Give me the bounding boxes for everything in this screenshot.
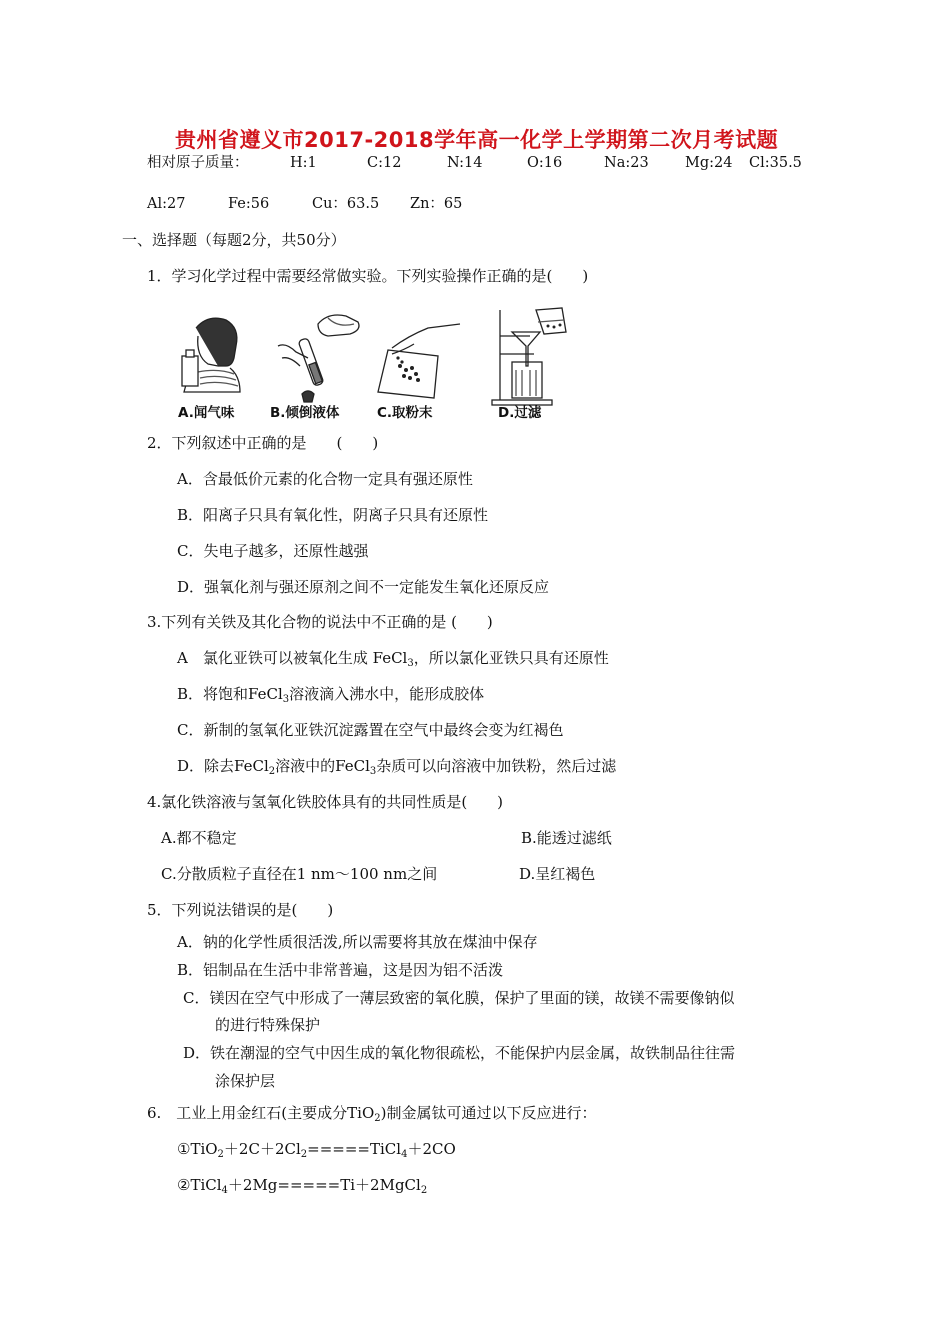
mass-n: N:14 [447, 155, 483, 171]
figure-caption-b: B.倾倒液体 [270, 405, 340, 421]
reaction-2: ②TiCl$_4$＋2Mg=====Ti＋2MgCl$_2$ [177, 1176, 428, 1196]
mass-cu: Cu：63.5 [312, 196, 380, 212]
mass-na: Na:23 [604, 155, 649, 171]
section-heading: 一、选择题（每题2分，共50分） [122, 231, 346, 249]
question-6-stem: 6. 工业上用金红石(主要成分TiO$_2$)制金属钛可通过以下反应进行： [147, 1104, 597, 1124]
mass-zn: Zn：65 [410, 196, 463, 212]
atomic-mass-label: 相对原子质量： [147, 155, 249, 171]
question-5-stem: 5．下列说法错误的是( ) [147, 901, 334, 919]
filtration-illustration [492, 308, 566, 405]
smell-gas-illustration [182, 318, 240, 392]
question-4-option-c: C.分散质粒子直径在1 nm～100 nm之间 [161, 865, 438, 883]
figure-caption-c: C.取粉末 [377, 405, 433, 421]
question-3-option-c: C．新制的氢氧化亚铁沉淀露置在空气中最终会变为红褐色 [177, 721, 564, 739]
question-5-option-d-line2: 涂保护层 [215, 1072, 276, 1090]
atomic-mass-row-1 [147, 153, 847, 173]
question-5-option-b: B．铝制品在生活中非常普遍，这是因为铝不活泼 [177, 961, 504, 979]
question-2-stem: 2．下列叙述中正确的是 ( ) [147, 434, 379, 452]
mass-al: Al:27 [147, 196, 186, 212]
question-4-option-b: B.能透过滤纸 [521, 829, 612, 847]
page-title: 贵州省遵义市2017-2018学年高一化学上学期第二次月考试题 [175, 128, 779, 152]
question-5-option-c-line2: 的进行特殊保护 [215, 1016, 321, 1034]
atomic-mass-row-2 [147, 194, 547, 214]
question-3-option-d: D．除去FeCl$_2$溶液中的FeCl$_3$杂质可以向溶液中加铁粉，然后过滤 [177, 757, 617, 777]
figure-caption-a: A.闻气味 [178, 405, 235, 421]
question-3-stem: 3.下列有关铁及其化合物的说法中不正确的是 ( ) [147, 613, 493, 631]
question-2-option-a: A．含最低价元素的化合物一定具有强还原性 [177, 470, 473, 488]
question-2-option-b: B．阳离子只具有氧化性，阴离子只具有还原性 [177, 506, 489, 524]
question-1-stem: 1．学习化学过程中需要经常做实验。下列实验操作正确的是( ) [147, 267, 589, 285]
mass-fe: Fe:56 [228, 196, 270, 212]
mass-h: H:1 [290, 155, 317, 171]
mass-mg: Mg:24 [685, 155, 733, 171]
question-5-option-a: A．钠的化学性质很活泼,所以需要将其放在煤油中保存 [177, 933, 538, 951]
figure-caption-d: D.过滤 [498, 405, 542, 421]
take-powder-illustration [378, 324, 460, 398]
question-5-option-d-line1: D．铁在潮湿的空气中因生成的氧化物很疏松，不能保护内层金属，故铁制品往往需 [183, 1044, 736, 1062]
question-2-option-c: C．失电子越多，还原性越强 [177, 542, 369, 560]
question-4-option-a: A.都不稳定 [161, 829, 237, 847]
mass-c: C:12 [367, 155, 402, 171]
question-4-stem: 4.氯化铁溶液与氢氧化铁胶体具有的共同性质是( ) [147, 793, 504, 811]
mass-cl: Cl:35.5 [749, 155, 802, 171]
question-5-option-c-line1: C．镁因在空气中形成了一薄层致密的氧化膜，保护了里面的镁，故镁不需要像钠似 [183, 989, 735, 1007]
mass-o: O:16 [527, 155, 563, 171]
question-3-option-b: B．将饱和FeCl$_3$溶液滴入沸水中，能形成胶体 [177, 685, 485, 705]
question-3-option-a: A 氯化亚铁可以被氧化生成 FeCl$_3$，所以氯化亚铁只具有还原性 [177, 649, 609, 669]
pour-liquid-illustration [278, 315, 359, 402]
reaction-1: $①TiO_2+2C+2Cl_2=====TiCl_4+2CO$ [177, 1140, 456, 1160]
question-2-option-d: D．强氧化剂与强还原剂之间不一定能发生氧化还原反应 [177, 578, 550, 596]
question-4-option-d: D.呈红褐色 [519, 865, 596, 883]
